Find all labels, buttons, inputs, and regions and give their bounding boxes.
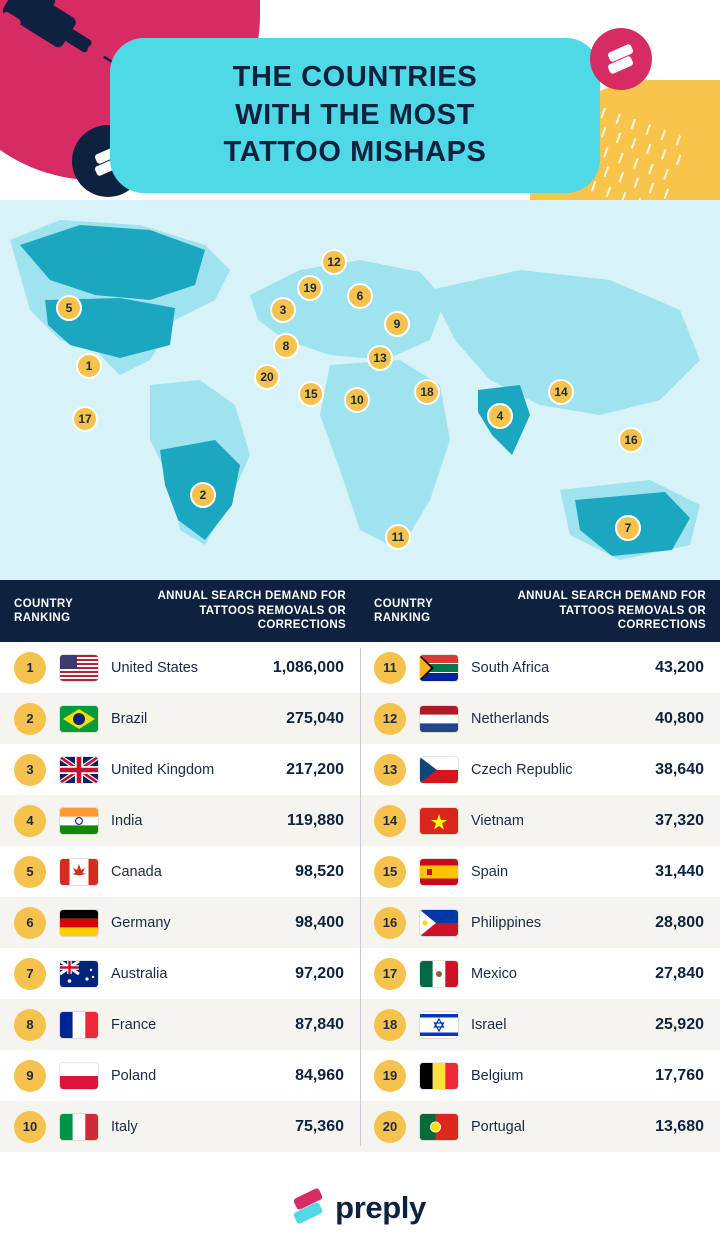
preply-logo-text: preply bbox=[335, 1189, 426, 1225]
map-pin-netherlands: 12 bbox=[321, 249, 347, 275]
table-row bbox=[0, 1050, 360, 1101]
flag-cz-icon bbox=[420, 757, 458, 783]
flag-mx-icon bbox=[420, 961, 458, 987]
country-name: Germany bbox=[111, 914, 171, 931]
map-pin-united-kingdom: 3 bbox=[270, 297, 296, 323]
map-pin-australia: 7 bbox=[615, 515, 641, 541]
search-demand-value: 97,200 bbox=[295, 964, 344, 982]
flag-fr-icon bbox=[60, 1012, 98, 1038]
rank-badge: 11 bbox=[374, 652, 406, 684]
rank-badge: 14 bbox=[374, 805, 406, 837]
table-row bbox=[0, 846, 360, 897]
flag-it-icon bbox=[60, 1114, 98, 1140]
flag-gb-icon bbox=[60, 757, 98, 783]
map-pin-portugal: 20 bbox=[254, 364, 280, 390]
map-pin-philippines: 16 bbox=[618, 427, 644, 453]
rank-badge: 13 bbox=[374, 754, 406, 786]
rank-badge: 20 bbox=[374, 1111, 406, 1143]
rank-badge: 2 bbox=[14, 703, 46, 735]
map-pin-france: 8 bbox=[273, 333, 299, 359]
flag-za-icon bbox=[420, 655, 458, 681]
flag-nl-icon bbox=[420, 706, 458, 732]
flag-es-icon bbox=[420, 859, 458, 885]
table-row bbox=[0, 948, 360, 999]
rank-badge: 12 bbox=[374, 703, 406, 735]
rank-badge: 19 bbox=[374, 1060, 406, 1092]
flag-ca-icon bbox=[60, 859, 98, 885]
table-row bbox=[0, 795, 360, 846]
table-row bbox=[0, 1101, 360, 1152]
table-row bbox=[0, 999, 360, 1050]
search-demand-value: 98,400 bbox=[295, 913, 344, 931]
table-header-left bbox=[0, 580, 360, 642]
world-map bbox=[0, 200, 720, 580]
column-header-rank: COUNTRY RANKING bbox=[14, 597, 74, 624]
country-name: United Kingdom bbox=[111, 761, 215, 778]
hero-section bbox=[0, 0, 720, 580]
table-row bbox=[0, 642, 360, 693]
page-title-line-1: THE COUNTRIES bbox=[232, 60, 478, 93]
title-card bbox=[110, 38, 600, 193]
search-demand-value: 43,200 bbox=[655, 658, 704, 676]
search-demand-value: 31,440 bbox=[655, 862, 704, 880]
country-name: Philippines bbox=[471, 914, 542, 931]
country-name: Netherlands bbox=[471, 710, 550, 727]
flag-br-icon bbox=[60, 706, 98, 732]
table-row bbox=[360, 1101, 720, 1152]
table-row bbox=[360, 846, 720, 897]
table-row bbox=[360, 897, 720, 948]
page-title-line-3: TATTOO MISHAPS bbox=[223, 136, 487, 169]
rank-badge: 7 bbox=[14, 958, 46, 990]
search-demand-value: 13,680 bbox=[655, 1117, 704, 1135]
country-name: Mexico bbox=[471, 965, 517, 982]
flag-pt-icon bbox=[420, 1114, 458, 1140]
table-row bbox=[360, 744, 720, 795]
search-demand-value: 84,960 bbox=[295, 1066, 344, 1084]
flag-il-icon bbox=[420, 1012, 458, 1038]
column-header-value: ANNUAL SEARCH DEMAND FOR TATTOOS REMOVALS OR CORRECTIONS bbox=[517, 590, 706, 632]
rank-badge: 1 bbox=[14, 652, 46, 684]
search-demand-value: 27,840 bbox=[655, 964, 704, 982]
search-demand-value: 98,520 bbox=[295, 862, 344, 880]
table-column-right bbox=[360, 642, 720, 1152]
map-pin-israel: 18 bbox=[414, 379, 440, 405]
country-name: France bbox=[111, 1016, 157, 1033]
preply-logo-icon bbox=[294, 1193, 324, 1223]
country-name: Canada bbox=[111, 863, 162, 880]
page-title-line-2: WITH THE MOST bbox=[235, 98, 475, 131]
map-pin-czech-republic: 13 bbox=[367, 345, 393, 371]
table-row bbox=[360, 999, 720, 1050]
rank-badge: 4 bbox=[14, 805, 46, 837]
country-name: Brazil bbox=[111, 710, 148, 727]
map-pin-belgium: 19 bbox=[297, 275, 323, 301]
search-demand-value: 28,800 bbox=[655, 913, 704, 931]
ranking-table bbox=[0, 580, 720, 1168]
country-name: Czech Republic bbox=[471, 761, 573, 778]
map-pin-south-africa: 11 bbox=[385, 524, 411, 550]
search-demand-value: 75,360 bbox=[295, 1117, 344, 1135]
column-header-value: ANNUAL SEARCH DEMAND FOR TATTOOS REMOVALS OR CORRECTIONS bbox=[157, 590, 346, 632]
country-name: Poland bbox=[111, 1067, 157, 1084]
map-pin-brazil: 2 bbox=[190, 482, 216, 508]
map-pin-germany: 6 bbox=[347, 283, 373, 309]
map-pin-mexico: 17 bbox=[72, 406, 98, 432]
column-header-rank: COUNTRY RANKING bbox=[374, 597, 434, 624]
flag-au-icon bbox=[60, 961, 98, 987]
rank-badge: 5 bbox=[14, 856, 46, 888]
flag-vn-icon bbox=[420, 808, 458, 834]
table-row bbox=[360, 948, 720, 999]
search-demand-value: 119,880 bbox=[287, 811, 344, 829]
rank-badge: 16 bbox=[374, 907, 406, 939]
search-demand-value: 87,840 bbox=[295, 1015, 344, 1033]
flag-ph-icon bbox=[420, 910, 458, 936]
preply-badge-pink bbox=[590, 28, 652, 90]
map-pin-canada: 5 bbox=[56, 295, 82, 321]
map-pin-india: 4 bbox=[487, 403, 513, 429]
flag-be-icon bbox=[420, 1063, 458, 1089]
table-header-row bbox=[0, 580, 720, 642]
country-name: Israel bbox=[471, 1016, 507, 1033]
country-name: Spain bbox=[471, 863, 509, 880]
country-name: Vietnam bbox=[471, 812, 524, 829]
search-demand-value: 38,640 bbox=[655, 760, 704, 778]
table-row bbox=[0, 693, 360, 744]
table-row bbox=[0, 897, 360, 948]
rank-badge: 3 bbox=[14, 754, 46, 786]
rank-badge: 10 bbox=[14, 1111, 46, 1143]
table-header-right bbox=[360, 580, 720, 642]
country-name: Italy bbox=[111, 1118, 138, 1135]
map-pin-poland: 9 bbox=[384, 311, 410, 337]
rank-badge: 9 bbox=[14, 1060, 46, 1092]
flag-de-icon bbox=[60, 910, 98, 936]
search-demand-value: 1,086,000 bbox=[272, 658, 344, 676]
preply-mark-icon bbox=[608, 47, 634, 71]
country-name: Australia bbox=[111, 965, 168, 982]
rank-badge: 6 bbox=[14, 907, 46, 939]
map-pin-spain: 15 bbox=[298, 381, 324, 407]
search-demand-value: 17,760 bbox=[655, 1066, 704, 1084]
table-row bbox=[0, 744, 360, 795]
rank-badge: 8 bbox=[14, 1009, 46, 1041]
flag-pl-icon bbox=[60, 1063, 98, 1089]
rank-badge: 18 bbox=[374, 1009, 406, 1041]
map-pin-italy: 10 bbox=[344, 387, 370, 413]
map-pin-vietnam: 14 bbox=[548, 379, 574, 405]
country-name: United States bbox=[111, 659, 199, 676]
search-demand-value: 25,920 bbox=[655, 1015, 704, 1033]
search-demand-value: 40,800 bbox=[655, 709, 704, 727]
search-demand-value: 275,040 bbox=[286, 709, 344, 727]
rank-badge: 17 bbox=[374, 958, 406, 990]
map-pin-united-states: 1 bbox=[76, 353, 102, 379]
table-row bbox=[360, 642, 720, 693]
search-demand-value: 217,200 bbox=[286, 760, 344, 778]
table-column-left bbox=[0, 642, 360, 1152]
flag-us-icon bbox=[60, 655, 98, 681]
page-title bbox=[224, 59, 487, 172]
table-row bbox=[360, 795, 720, 846]
flag-in-icon bbox=[60, 808, 98, 834]
rank-badge: 15 bbox=[374, 856, 406, 888]
country-name: India bbox=[111, 812, 143, 829]
country-name: South Africa bbox=[471, 659, 550, 676]
table-body bbox=[0, 642, 720, 1152]
footer bbox=[0, 1168, 720, 1247]
search-demand-value: 37,320 bbox=[655, 811, 704, 829]
country-name: Belgium bbox=[471, 1067, 524, 1084]
table-row bbox=[360, 1050, 720, 1101]
table-row bbox=[360, 693, 720, 744]
country-name: Portugal bbox=[471, 1118, 526, 1135]
